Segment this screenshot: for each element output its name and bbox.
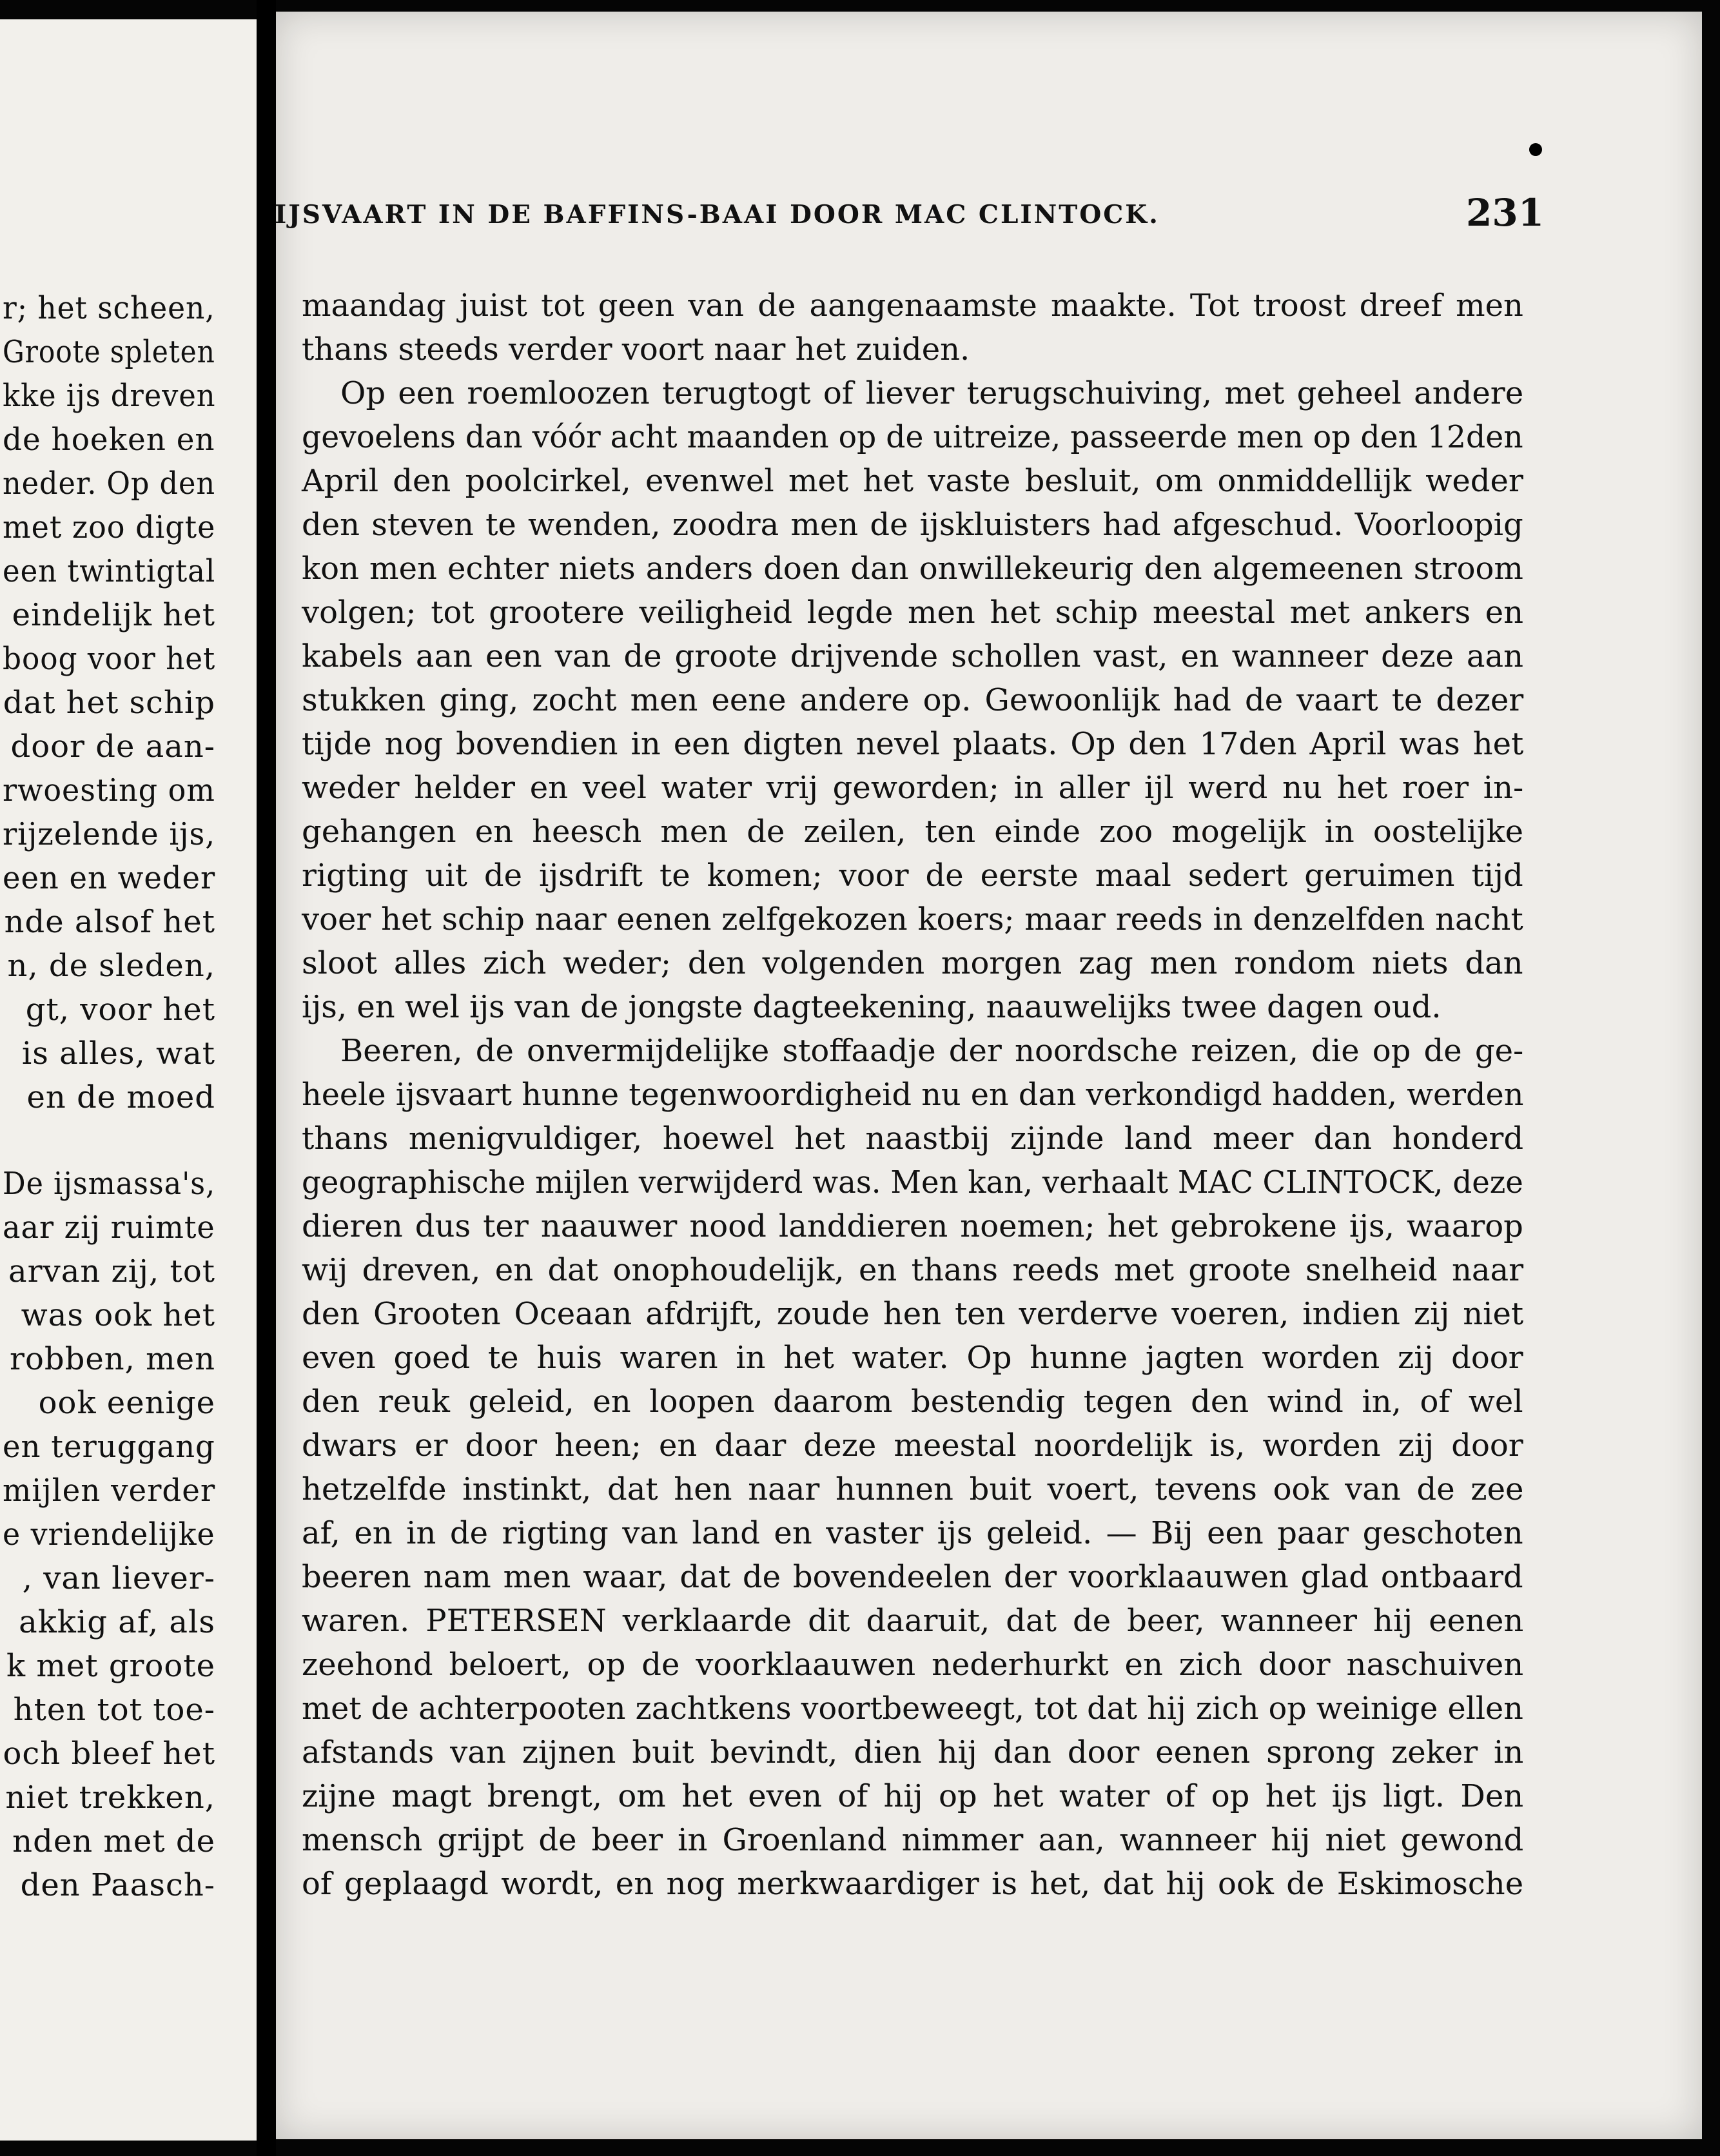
text-line: kabels aan een van de groote drijvende schollen vast, en wanneer deze aan (302, 638, 1524, 674)
left-fragment: rijzelende ijs, (2, 816, 215, 852)
left-fragment: was ook het (21, 1297, 215, 1333)
text-line: den Grooten Oceaan afdrijft, zoude hen ten verderve voeren, indien zij niet (302, 1296, 1524, 1332)
text-line: maandag juist tot geen van de aangenaamste maakte. Tot troost dreef men (302, 288, 1523, 324)
text-line: thans steeds verder voort naar het zuiden. (302, 331, 970, 368)
left-fragment: r; het scheen, (3, 290, 215, 326)
text-line: waren. PETERSEN verklaarde dit daaruit, dat de beer, wanneer hij eenen (302, 1603, 1524, 1639)
left-fragment: arvan zij, tot (8, 1253, 215, 1289)
text-line: volgen; tot grootere veiligheid legde men het schip meestal met ankers en (302, 594, 1524, 631)
text-line: geographische mijlen verwijderd was. Men kan, verhaalt MAC CLINTOCK, deze (302, 1164, 1523, 1200)
text-line: Beeren, de onvermijdelijke stoffaadje der noordsche reizen, die op de ge- (340, 1033, 1524, 1069)
text-line: tijde nog bovendien in een digten nevel plaats. Op den 17den April was het (302, 726, 1524, 762)
text-line: gevoelens dan vóór acht maanden op de uitreize, passeerde men op den 12den (302, 419, 1523, 455)
page-gutter (257, 0, 276, 2156)
running-title: IJSVAART IN DE BAFFINS-BAAI DOOR MAC CLINTOCK. (275, 200, 1160, 230)
text-line: den reuk geleid, en loopen daarom bestendig tegen den wind in, of wel (302, 1384, 1523, 1420)
left-fragment: rwoesting om (3, 772, 215, 808)
text-line: ijs, en wel ijs van de jongste dagteekening, naauwelijks twee dagen oud. (302, 989, 1441, 1025)
text-line: gehangen en heesch men de zeilen, ten einde zoo mogelijk in oostelijke (302, 814, 1524, 850)
text-line: mensch grijpt de beer in Groenland nimmer aan, wanneer hij niet gewond (302, 1822, 1524, 1858)
text-line: even goed te huis waren in het water. Op hunne jagten worden zij door (302, 1340, 1523, 1376)
left-fragment: n, de sleden, (7, 948, 215, 984)
left-fragment: den Paasch- (20, 1867, 215, 1903)
text-line: kon men echter niets anders doen dan onwillekeurig den algemeenen stroom (302, 551, 1523, 587)
left-fragment: Groote spleten (3, 334, 215, 370)
page-number: 231 (1466, 191, 1545, 235)
text-line: afstands van zijnen buit bevindt, dien hij dan door eenen sprong zeker in (302, 1734, 1524, 1770)
text-line: den steven te wenden, zoodra men de ijskluisters had afgeschud. Voorloopig (302, 507, 1523, 543)
left-fragment: gt, voor het (25, 992, 215, 1028)
text-line: thans menigvuldiger, hoewel het naastbij zijnde land meer dan honderd (302, 1121, 1524, 1157)
left-fragment: kke ijs dreven (2, 378, 215, 414)
left-fragment: nde alsof het (4, 904, 215, 940)
left-fragment: hten tot toe- (13, 1692, 215, 1728)
text-line: April den poolcirkel, evenwel met het vaste besluit, om onmiddellijk weder (302, 463, 1523, 499)
text-line: sloot alles zich weder; den volgenden morgen zag men rondom niets dan (302, 945, 1523, 981)
text-line: voer het schip naar eenen zelfgekozen koers; maar reeds in denzelfden nacht (302, 901, 1523, 937)
left-fragment: een twintigtal (2, 553, 215, 589)
left-fragment: boog voor het (2, 641, 215, 677)
left-fragment: is alles, wat (21, 1035, 215, 1072)
text-line: of geplaagd wordt, en nog merkwaardiger is het, dat hij ook de Eskimosche (302, 1866, 1524, 1902)
left-fragment: neder. Op den (2, 466, 215, 502)
left-fragment: akkig af, als (19, 1604, 215, 1640)
left-fragment: ook eenige (38, 1385, 215, 1421)
text-line: stukken ging, zocht men eene andere op. Gewoonlijk had de vaart te dezer (302, 682, 1524, 718)
left-fragment: en de moed (26, 1079, 215, 1115)
text-line: rigting uit de ijsdrift te komen; voor de eerste maal sedert geruimen tijd (302, 858, 1523, 894)
text-line: heele ijsvaart hunne tegenwoordigheid nu en dan verkondigd hadden, werden (302, 1077, 1524, 1113)
left-fragment: dat het schip (3, 685, 215, 721)
left-fragment: mijlen verder (2, 1473, 215, 1509)
ink-dot (1529, 143, 1542, 156)
left-fragment: een en weder (2, 860, 215, 896)
left-fragment: en teruggang (3, 1429, 215, 1465)
text-line: zijne magt brengt, om het even of hij op het water of op het ijs ligt. Den (302, 1778, 1524, 1814)
text-line: zeehond beloert, op de voorklaauwen nederhurkt en zich door naschuiven (302, 1647, 1524, 1683)
left-fragment: , van liever- (22, 1560, 215, 1596)
left-fragment: aar zij ruimte (3, 1210, 215, 1246)
left-fragment: robben, men (10, 1341, 215, 1377)
text-line: hetzelfde instinkt, dat hen naar hunnen buit voert, tevens ook van de zee (302, 1471, 1524, 1507)
left-fragment: door de aan- (10, 729, 215, 765)
text-line: dwars er door heen; en daar deze meestal noordelijk is, worden zij door (302, 1427, 1523, 1464)
text-line: wij dreven, en dat onophoudelijk, en thans reeds met groote snelheid naar (302, 1252, 1524, 1288)
text-line: dieren dus ter naauwer nood landdieren noemen; het gebrokene ijs, waarop (302, 1208, 1523, 1244)
left-fragment: de hoeken en (3, 422, 215, 458)
left-page (0, 19, 257, 2141)
left-fragment: eindelijk het (12, 597, 215, 633)
left-fragment: met zoo digte (2, 509, 215, 545)
left-fragment: nden met de (12, 1823, 215, 1859)
text-line: beeren nam men waar, dat de bovendeelen der voorklaauwen glad ontbaard (302, 1559, 1523, 1595)
text-line: met de achterpooten zachtkens voortbeweegt, tot dat hij zich op weinige ellen (302, 1690, 1523, 1727)
left-fragment: De ijsmassa's, (2, 1166, 215, 1202)
left-fragment: niet trekken, (5, 1779, 215, 1816)
text-line: weder helder en veel water vrij geworden; in aller ijl werd nu het roer in- (302, 770, 1524, 806)
text-line: Op een roemloozen terugtogt of liever terugschuiving, met geheel andere (340, 375, 1524, 411)
left-fragment: k met groote (6, 1648, 215, 1684)
text-line: af, en in de rigting van land en vaster ijs geleid. — Bij een paar geschoten (302, 1515, 1523, 1551)
left-fragment: e vriendelijke (3, 1516, 215, 1553)
left-fragment: och bleef het (3, 1736, 215, 1772)
